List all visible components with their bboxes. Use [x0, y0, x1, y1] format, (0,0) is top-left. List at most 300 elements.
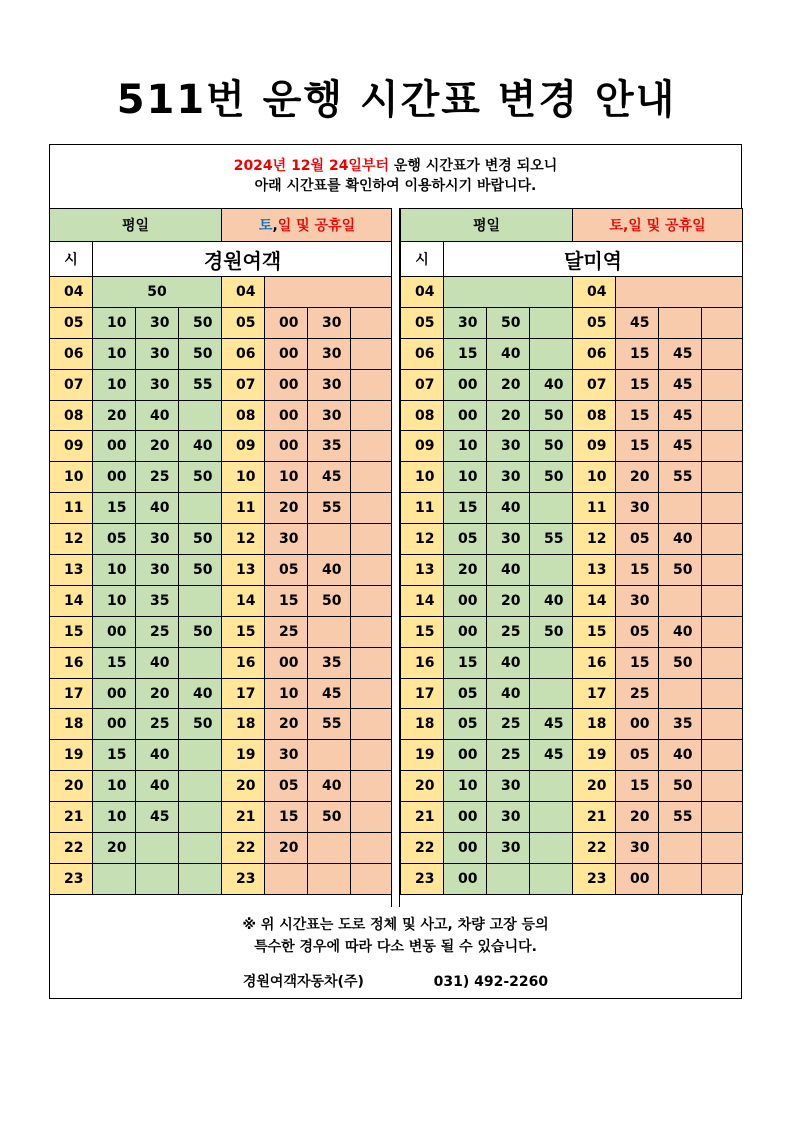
weekend-minute-cell — [702, 740, 743, 771]
timetable-row — [50, 863, 393, 894]
weekday-minute-cell: 25 — [136, 462, 179, 493]
weekday-minute-cell: 40 — [136, 647, 179, 678]
weekend-hour-cell: 04 — [573, 277, 616, 308]
timetable-row — [401, 709, 743, 740]
weekend-hour-cell: 16 — [222, 647, 265, 678]
weekend-hour-cell: 19 — [222, 740, 265, 771]
weekend-minute-cell — [351, 802, 393, 833]
weekend-minute-cell — [659, 493, 702, 524]
weekend-minute-cell: 25 — [616, 678, 659, 709]
weekend-header-comma: , — [622, 218, 629, 234]
weekend-minute-cell — [351, 462, 393, 493]
weekend-minute-cell: 35 — [308, 431, 351, 462]
weekday-minute-cell: 50 — [179, 616, 222, 647]
weekday-minute-cell: 10 — [93, 771, 136, 802]
weekend-minute-cell — [351, 400, 393, 431]
weekend-minute-cell: 00 — [265, 647, 308, 678]
weekday-minute-cell — [530, 647, 573, 678]
weekday-minute-cell: 45 — [136, 802, 179, 833]
weekday-minute-cell: 40 — [487, 678, 530, 709]
weekend-minute-cell: 40 — [659, 524, 702, 555]
weekend-minute-cell: 15 — [616, 431, 659, 462]
weekday-minute-cell: 15 — [444, 647, 487, 678]
notice-line-1 — [49, 156, 742, 176]
weekday-hour-cell: 08 — [50, 400, 93, 431]
weekday-header: 평일 — [50, 209, 222, 242]
weekend-hour-cell: 09 — [222, 431, 265, 462]
weekend-minute-cell — [351, 307, 393, 338]
weekend-minute-cell — [702, 833, 743, 864]
timetable-row — [401, 277, 743, 308]
weekday-minute-cell: 10 — [444, 462, 487, 493]
weekday-minute-cell: 40 — [487, 647, 530, 678]
weekend-minute-cell: 55 — [659, 802, 702, 833]
timetable-row — [50, 338, 393, 369]
weekend-minute-cell — [616, 277, 743, 308]
weekend-minute-cell: 55 — [659, 462, 702, 493]
weekday-hour-cell: 21 — [50, 802, 93, 833]
weekday-hour-cell: 16 — [50, 647, 93, 678]
timetable-row — [50, 431, 393, 462]
timetable-row — [401, 616, 743, 647]
weekday-hour-cell: 05 — [401, 307, 444, 338]
timetable-row — [50, 307, 393, 338]
weekend-minute-cell — [702, 369, 743, 400]
timetable-row — [50, 802, 393, 833]
weekend-hour-cell: 05 — [573, 307, 616, 338]
weekend-hour-cell: 04 — [222, 277, 265, 308]
weekday-minute-cell: 15 — [93, 740, 136, 771]
weekend-hour-cell: 06 — [573, 338, 616, 369]
weekend-minute-cell: 30 — [616, 833, 659, 864]
weekend-minute-cell — [702, 771, 743, 802]
weekday-minute-cell: 15 — [444, 493, 487, 524]
weekday-minute-cell: 50 — [179, 555, 222, 586]
weekday-minute-cell: 15 — [93, 493, 136, 524]
weekday-minute-cell: 25 — [487, 616, 530, 647]
weekend-minute-cell: 50 — [308, 802, 351, 833]
weekend-minute-cell — [351, 369, 393, 400]
weekday-minute-cell: 50 — [179, 462, 222, 493]
weekend-minute-cell: 45 — [616, 307, 659, 338]
weekday-minute-cell: 50 — [179, 307, 222, 338]
weekend-minute-cell — [351, 709, 393, 740]
weekday-minute-cell — [530, 771, 573, 802]
timetable-row — [401, 833, 743, 864]
weekday-minute-cell: 40 — [179, 431, 222, 462]
weekend-hour-cell: 18 — [573, 709, 616, 740]
weekday-hour-cell: 19 — [401, 740, 444, 771]
weekend-minute-cell: 45 — [659, 400, 702, 431]
weekend-minute-cell — [351, 493, 393, 524]
weekday-minute-cell: 30 — [136, 338, 179, 369]
weekday-minute-cell: 30 — [487, 771, 530, 802]
weekend-minute-cell — [351, 771, 393, 802]
weekend-minute-cell — [659, 678, 702, 709]
weekday-hour-cell: 04 — [401, 277, 444, 308]
weekend-header-rest: 일 및 공휴일 — [628, 218, 706, 234]
weekend-minute-cell — [702, 647, 743, 678]
weekday-minute-cell — [136, 833, 179, 864]
weekend-minute-cell: 05 — [616, 524, 659, 555]
weekend-minute-cell: 45 — [659, 431, 702, 462]
timetable-row — [50, 493, 393, 524]
weekday-hour-cell: 06 — [50, 338, 93, 369]
weekend-hour-cell: 12 — [222, 524, 265, 555]
weekday-minute-cell — [530, 307, 573, 338]
weekday-hour-cell: 07 — [401, 369, 444, 400]
weekend-minute-cell: 05 — [616, 616, 659, 647]
weekday-minute-cell: 05 — [444, 524, 487, 555]
weekday-minute-cell — [444, 277, 573, 308]
weekday-hour-cell: 08 — [401, 400, 444, 431]
timetable-row — [401, 740, 743, 771]
weekday-minute-cell: 10 — [444, 431, 487, 462]
weekday-minute-cell: 10 — [93, 555, 136, 586]
weekday-minute-cell — [179, 493, 222, 524]
weekday-minute-cell: 15 — [444, 338, 487, 369]
timetable-row — [401, 307, 743, 338]
weekend-minute-cell: 50 — [659, 771, 702, 802]
timetable-row — [401, 678, 743, 709]
weekday-minute-cell — [530, 802, 573, 833]
weekday-minute-cell: 20 — [136, 678, 179, 709]
weekend-minute-cell: 00 — [265, 338, 308, 369]
weekend-minute-cell: 30 — [308, 369, 351, 400]
timetable-row — [401, 555, 743, 586]
timetable-row — [401, 493, 743, 524]
weekday-hour-cell: 20 — [50, 771, 93, 802]
weekday-hour-cell: 16 — [401, 647, 444, 678]
hour-column-label: 시 — [50, 242, 93, 277]
timetable-row — [50, 647, 393, 678]
weekday-minute-cell — [530, 555, 573, 586]
weekend-minute-cell: 10 — [265, 462, 308, 493]
weekday-hour-cell: 23 — [50, 863, 93, 894]
weekend-minute-cell: 10 — [265, 678, 308, 709]
weekday-minute-cell: 00 — [444, 833, 487, 864]
weekday-hour-cell: 22 — [401, 833, 444, 864]
weekday-minute-cell — [530, 338, 573, 369]
weekend-hour-cell: 14 — [222, 585, 265, 616]
weekday-minute-cell — [179, 740, 222, 771]
weekday-minute-cell: 30 — [487, 802, 530, 833]
stop-name: 경원여객 — [93, 242, 393, 277]
weekday-hour-cell: 09 — [401, 431, 444, 462]
weekend-hour-cell: 09 — [573, 431, 616, 462]
weekend-minute-cell: 40 — [659, 740, 702, 771]
weekday-hour-cell: 14 — [50, 585, 93, 616]
footer-disclaimer — [49, 914, 742, 958]
weekend-header-saturday: 토 — [609, 218, 623, 234]
weekend-minute-cell — [702, 585, 743, 616]
weekday-minute-cell: 30 — [136, 555, 179, 586]
weekday-minute-cell: 30 — [487, 462, 530, 493]
weekend-minute-cell — [351, 647, 393, 678]
weekday-hour-cell: 19 — [50, 740, 93, 771]
weekday-minute-cell: 10 — [444, 771, 487, 802]
weekday-hour-cell: 15 — [50, 616, 93, 647]
weekend-minute-cell — [308, 616, 351, 647]
weekend-minute-cell: 45 — [659, 338, 702, 369]
timetable-row — [50, 462, 393, 493]
weekend-minute-cell: 30 — [616, 585, 659, 616]
weekend-hour-cell: 17 — [573, 678, 616, 709]
weekday-minute-cell: 25 — [487, 740, 530, 771]
footer-line-2: 특수한 경우에 따라 다소 변동 될 수 있습니다. — [254, 939, 537, 955]
weekday-minute-cell: 55 — [530, 524, 573, 555]
weekday-minute-cell — [136, 863, 179, 894]
weekend-hour-cell: 11 — [573, 493, 616, 524]
weekday-minute-cell: 40 — [136, 771, 179, 802]
weekend-minute-cell: 15 — [616, 400, 659, 431]
weekend-minute-cell — [702, 678, 743, 709]
weekend-minute-cell: 15 — [616, 338, 659, 369]
timetable-row — [50, 616, 393, 647]
weekday-minute-cell: 05 — [444, 678, 487, 709]
weekday-hour-cell: 05 — [50, 307, 93, 338]
weekday-minute-cell: 40 — [136, 740, 179, 771]
timetable-row — [50, 400, 393, 431]
notice-line-1-rest: 운행 시간표가 변경 되오니 — [389, 158, 558, 174]
weekend-minute-cell: 30 — [308, 307, 351, 338]
weekday-hour-cell: 06 — [401, 338, 444, 369]
weekend-minute-cell: 45 — [659, 369, 702, 400]
weekday-hour-cell: 09 — [50, 431, 93, 462]
weekend-minute-cell — [351, 338, 393, 369]
weekday-minute-cell: 20 — [444, 555, 487, 586]
timetable-gyeongwon — [49, 208, 393, 895]
weekday-minute-cell: 40 — [136, 400, 179, 431]
weekend-hour-cell: 05 — [222, 307, 265, 338]
weekday-minute-cell: 05 — [444, 709, 487, 740]
weekend-minute-cell — [308, 863, 351, 894]
weekend-minute-cell: 50 — [659, 555, 702, 586]
weekday-minute-cell: 40 — [487, 338, 530, 369]
footer-line-1: ※ 위 시간표는 도로 정체 및 사고, 차량 고장 등의 — [242, 917, 549, 933]
page-title: 511번 운행 시간표 변경 안내 — [116, 77, 677, 123]
notice-date: 2024년 12월 24일부터 — [233, 158, 390, 174]
weekend-minute-cell: 15 — [265, 585, 308, 616]
weekend-minute-cell: 20 — [616, 462, 659, 493]
weekday-hour-cell: 12 — [50, 524, 93, 555]
weekday-minute-cell: 25 — [136, 709, 179, 740]
weekend-hour-cell: 13 — [573, 555, 616, 586]
weekday-hour-cell: 17 — [401, 678, 444, 709]
weekend-hour-cell: 14 — [573, 585, 616, 616]
weekday-minute-cell — [530, 863, 573, 894]
weekend-header — [573, 209, 743, 242]
weekday-minute-cell: 40 — [530, 369, 573, 400]
weekend-minute-cell — [702, 863, 743, 894]
weekday-hour-cell: 14 — [401, 585, 444, 616]
weekend-hour-cell: 18 — [222, 709, 265, 740]
weekend-minute-cell — [659, 585, 702, 616]
weekday-minute-cell — [179, 833, 222, 864]
weekday-minute-cell: 00 — [93, 431, 136, 462]
weekday-minute-cell: 45 — [530, 709, 573, 740]
weekend-minute-cell: 40 — [308, 555, 351, 586]
timetable-row — [50, 740, 393, 771]
weekend-minute-cell — [702, 616, 743, 647]
weekend-minute-cell: 05 — [265, 555, 308, 586]
notice-line-2: 아래 시간표를 확인하여 이용하시기 바랍니다. — [254, 178, 537, 194]
weekday-hour-cell: 07 — [50, 369, 93, 400]
weekend-hour-cell: 16 — [573, 647, 616, 678]
weekday-minute-cell — [179, 585, 222, 616]
weekend-minute-cell — [351, 431, 393, 462]
weekend-minute-cell: 55 — [308, 493, 351, 524]
weekend-minute-cell — [351, 616, 393, 647]
weekend-minute-cell: 00 — [616, 709, 659, 740]
weekday-hour-cell: 10 — [401, 462, 444, 493]
weekday-minute-cell: 35 — [136, 585, 179, 616]
weekend-minute-cell: 30 — [265, 740, 308, 771]
weekend-minute-cell — [351, 585, 393, 616]
timetable-row — [401, 863, 743, 894]
weekday-minute-cell: 00 — [93, 462, 136, 493]
timetable-row — [401, 431, 743, 462]
weekday-hour-cell: 12 — [401, 524, 444, 555]
weekday-minute-cell — [530, 678, 573, 709]
weekend-hour-cell: 10 — [573, 462, 616, 493]
timetable-row — [401, 369, 743, 400]
weekend-hour-cell: 20 — [222, 771, 265, 802]
weekend-hour-cell: 21 — [573, 802, 616, 833]
weekday-minute-cell: 30 — [487, 524, 530, 555]
weekend-hour-cell: 12 — [573, 524, 616, 555]
weekend-hour-cell: 13 — [222, 555, 265, 586]
weekend-minute-cell — [659, 307, 702, 338]
weekend-hour-cell: 23 — [573, 863, 616, 894]
weekday-minute-cell — [530, 493, 573, 524]
weekday-minute-cell: 50 — [179, 338, 222, 369]
weekday-hour-cell: 11 — [50, 493, 93, 524]
weekday-minute-cell: 10 — [93, 585, 136, 616]
weekday-minute-cell: 10 — [93, 307, 136, 338]
weekday-minute-cell: 50 — [530, 400, 573, 431]
change-notice — [49, 144, 742, 209]
weekend-minute-cell — [308, 833, 351, 864]
timetable-row — [50, 277, 393, 308]
weekday-minute-cell: 10 — [93, 802, 136, 833]
weekday-minute-cell — [179, 400, 222, 431]
weekday-hour-cell: 21 — [401, 802, 444, 833]
weekday-hour-cell: 18 — [50, 709, 93, 740]
weekday-minute-cell: 30 — [136, 307, 179, 338]
weekday-minute-cell — [530, 833, 573, 864]
weekend-header — [222, 209, 393, 242]
weekend-header-rest: 일 및 공휴일 — [277, 218, 356, 234]
weekend-minute-cell: 55 — [308, 709, 351, 740]
timetable-row — [50, 833, 393, 864]
weekend-header-saturday: 토 — [258, 218, 273, 234]
weekend-minute-cell: 45 — [308, 678, 351, 709]
timetable-row — [401, 647, 743, 678]
weekend-minute-cell: 15 — [616, 647, 659, 678]
weekend-minute-cell: 35 — [308, 647, 351, 678]
weekday-minute-cell: 30 — [444, 307, 487, 338]
weekend-minute-cell — [702, 338, 743, 369]
footer-contact — [49, 971, 742, 991]
timetable-row — [401, 524, 743, 555]
timetable-row — [50, 555, 393, 586]
weekday-minute-cell: 00 — [444, 802, 487, 833]
weekend-hour-cell: 08 — [573, 400, 616, 431]
weekday-minute-cell: 30 — [487, 431, 530, 462]
weekend-minute-cell — [702, 802, 743, 833]
weekday-hour-cell: 20 — [401, 771, 444, 802]
weekday-minute-cell: 00 — [444, 863, 487, 894]
weekday-minute-cell: 00 — [444, 585, 487, 616]
weekend-minute-cell — [351, 863, 393, 894]
weekend-minute-cell — [351, 833, 393, 864]
weekday-minute-cell: 00 — [444, 400, 487, 431]
table-separator — [391, 208, 400, 907]
weekday-minute-cell: 05 — [93, 524, 136, 555]
weekday-minute-cell: 00 — [444, 740, 487, 771]
weekday-minute-cell — [179, 802, 222, 833]
weekend-minute-cell: 30 — [616, 493, 659, 524]
weekend-minute-cell: 30 — [308, 338, 351, 369]
weekend-hour-cell: 15 — [573, 616, 616, 647]
weekend-hour-cell: 17 — [222, 678, 265, 709]
timetable-row — [401, 400, 743, 431]
weekday-minute-cell: 30 — [136, 524, 179, 555]
timetable-row — [50, 524, 393, 555]
weekend-minute-cell — [702, 431, 743, 462]
weekend-minute-cell — [351, 524, 393, 555]
timetable-row — [50, 678, 393, 709]
weekday-minute-cell: 55 — [179, 369, 222, 400]
weekday-minute-cell: 00 — [93, 678, 136, 709]
stop-name: 달미역 — [444, 242, 743, 277]
weekday-hour-cell: 18 — [401, 709, 444, 740]
weekend-minute-cell: 35 — [659, 709, 702, 740]
weekday-hour-cell: 13 — [50, 555, 93, 586]
weekday-minute-cell: 00 — [93, 709, 136, 740]
weekend-minute-cell: 25 — [265, 616, 308, 647]
weekend-minute-cell: 15 — [616, 771, 659, 802]
weekend-hour-cell: 19 — [573, 740, 616, 771]
weekday-minute-cell: 20 — [487, 400, 530, 431]
weekend-minute-cell: 15 — [616, 555, 659, 586]
weekday-minute-cell: 50 — [530, 431, 573, 462]
weekday-minute-cell: 45 — [530, 740, 573, 771]
weekend-minute-cell — [265, 277, 393, 308]
weekend-minute-cell: 00 — [265, 307, 308, 338]
weekend-minute-cell — [702, 462, 743, 493]
weekend-hour-cell: 22 — [222, 833, 265, 864]
weekend-minute-cell: 05 — [265, 771, 308, 802]
weekday-minute-cell: 20 — [93, 400, 136, 431]
weekday-minute-cell: 50 — [93, 277, 222, 308]
weekday-hour-cell: 17 — [50, 678, 93, 709]
weekend-minute-cell — [702, 709, 743, 740]
timetable-row — [401, 462, 743, 493]
weekday-minute-cell: 10 — [93, 338, 136, 369]
weekend-minute-cell: 20 — [265, 709, 308, 740]
timetable-row — [50, 709, 393, 740]
weekend-minute-cell: 45 — [308, 462, 351, 493]
weekday-minute-cell: 40 — [487, 493, 530, 524]
weekday-minute-cell: 50 — [179, 524, 222, 555]
weekday-hour-cell: 04 — [50, 277, 93, 308]
weekday-minute-cell: 50 — [530, 462, 573, 493]
weekend-minute-cell: 50 — [659, 647, 702, 678]
weekday-minute-cell — [93, 863, 136, 894]
weekend-minute-cell: 20 — [265, 833, 308, 864]
